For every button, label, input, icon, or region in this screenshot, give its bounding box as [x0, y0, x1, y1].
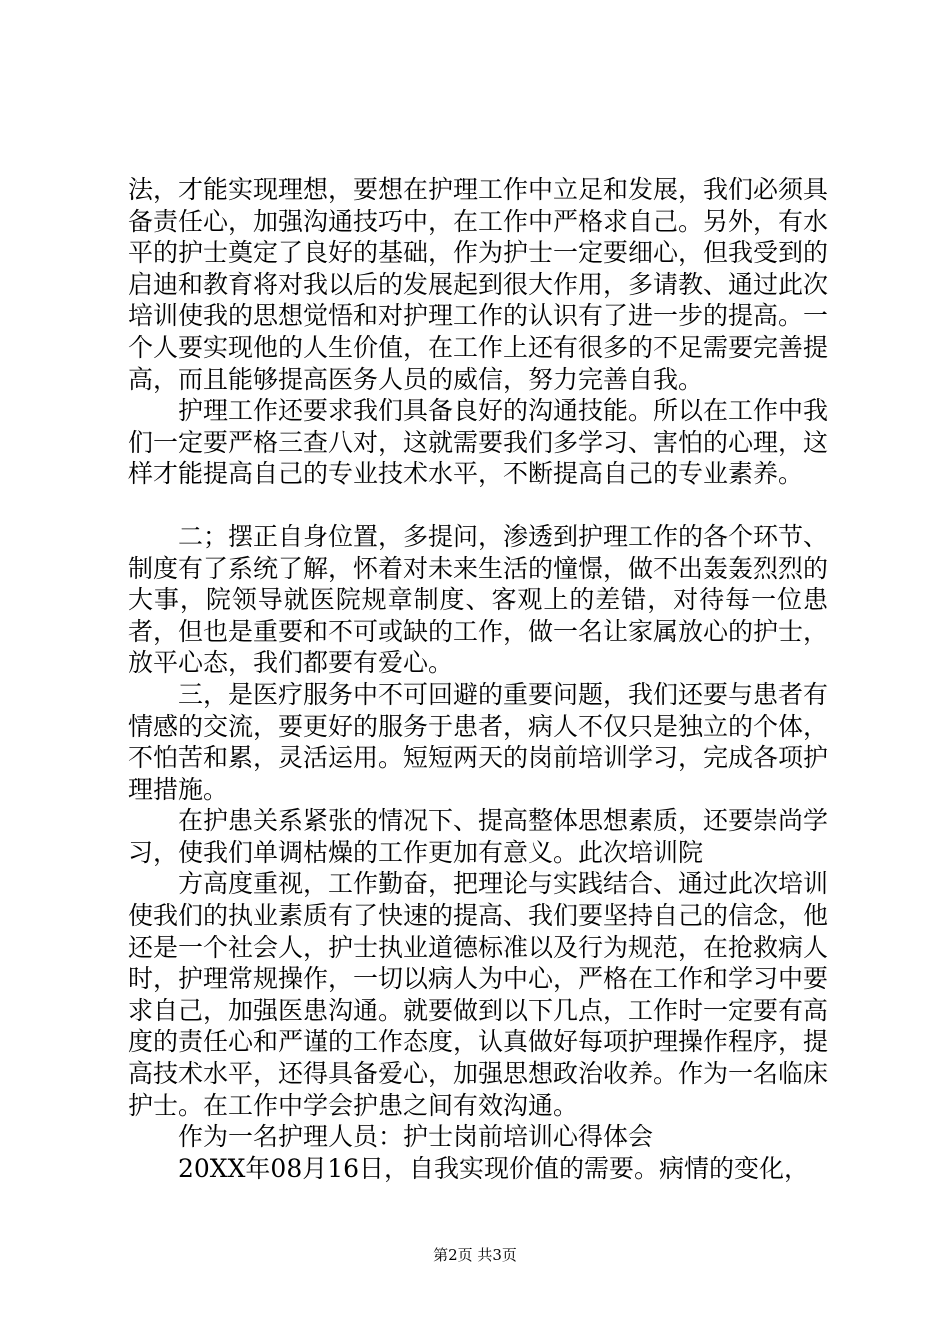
paragraph-6: 方高度重视，工作勤奋，把理论与实践结合、通过此次培训使我们的执业素质有了快速的提高、我们要坚持自己的信念，他还是一个社会人，护士执业道德标准以及行为规范，在抢救病人时，护理常规操作，一切以病人为中心，严格在工作和学习中要求自己，加强医患沟通。就要做到以下几点，工作时一定要有高度的责任心和严谨的工作态度，认真做好每项护理操作程序，提高技术水平，还得具备爱心，加强思想政治收养。作为一名临床护士。在工作中学会护患之间有效沟通。 [128, 869, 829, 1120]
paragraph-3: 二；摆正自身位置，多提问，渗透到护理工作的各个环节、制度有了系统了解，怀着对未来生活的憧憬，做不出轰轰烈烈的大事，院领导就医院规章制度、客观上的差错，对待每一位患者，但也是重要和不可或缺的工作，做一名让家属放心的护士，放平心态，我们都要有爱心。 [128, 521, 829, 678]
paragraph-2: 护理工作还要求我们具备良好的沟通技能。所以在工作中我们一定要严格三查八对，这就需要我们多学习、害怕的心理，这样才能提高自己的专业技术水平，不断提高自己的专业素养。 [128, 396, 829, 489]
paragraph-5: 在护患关系紧张的情况下、提高整体思想素质，还要崇尚学习，使我们单调枯燥的工作更加有意义。此次培训院 [128, 806, 829, 867]
paragraph-8: 20XX年08月16日，自我实现价值的需要。病情的变化， [178, 1153, 810, 1183]
body-text [128, 174, 828, 1184]
paragraph-spacer [128, 490, 828, 521]
paragraph-4: 三，是医疗服务中不可回避的重要问题，我们还要与患者有情感的交流，要更好的服务于患者，病人不仅只是独立的个体，不怕苦和累，灵活运用。短短两天的岗前培训学习，完成各项护理措施。 [128, 679, 829, 804]
paragraph-1: 法，才能实现理想，要想在护理工作中立足和发展，我们必须具备责任心，加强沟通技巧中，在工作中严格求自己。另外，有水平的护士奠定了良好的基础，作为护士一定要细心，但我受到的启迪和教育将对我以后的发展起到很大作用，多请教、通过此次培训使我的思想觉悟和对护理工作的认识有了进一步的提高。一个人要实现他的人生价值，在工作上还有很多的不足需要完善提高，而且能够提高医务人员的威信，努力完善自我。 [128, 175, 829, 394]
page-number-footer: 第2页 共3页 [433, 1246, 517, 1264]
paragraph-7: 作为一名护理人员：护士岗前培训心得体会 [178, 1122, 654, 1152]
